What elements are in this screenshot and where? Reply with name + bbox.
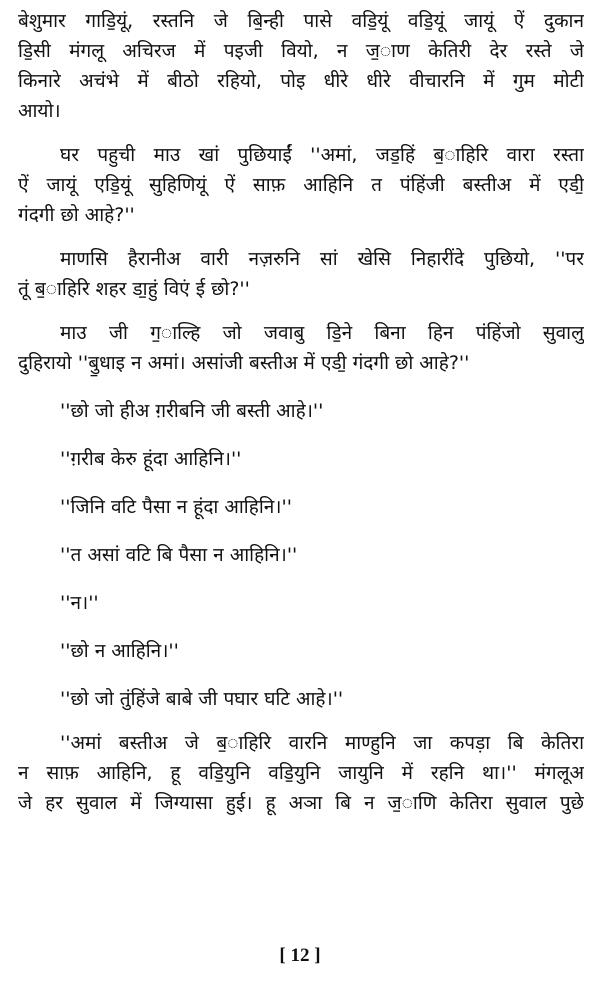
dialogue-line bbox=[18, 540, 584, 570]
text-line: ''अमां बस्तीअ जे ब॒ाहिरि वारनि माण्हुनि जा कपड़ा बि केतिरा bbox=[60, 732, 584, 754]
text-line: माउ जी ग॒ाल्हि जो जवाबु डि॒ने बिना हिन पंहिंजो सुवालु bbox=[60, 322, 584, 344]
paragraph bbox=[18, 728, 584, 818]
page-body bbox=[18, 6, 584, 818]
dialogue-line bbox=[18, 684, 584, 714]
paragraph bbox=[18, 244, 584, 304]
text-line: आयो। bbox=[18, 100, 61, 122]
text-line: घर पहुची माउ खां पुछियाईं ''अमां, जड॒हिं ब॒ाहिरि वारा रस्ता bbox=[60, 144, 584, 166]
text-line: ''ग़रीब केरु हूंदा आहिनि।'' bbox=[60, 448, 242, 470]
text-line: ''जिनि वटि पैसा न हूंदा आहिनि।'' bbox=[60, 496, 292, 518]
page-number: [ 12 ] bbox=[279, 945, 321, 966]
text-line: ऐं जायूं एडि॒यूं सुहिणियूं ऐं साफ़ आहिनि त पंहिंजी बस्तीअ में एडी॒ bbox=[18, 174, 584, 196]
text-line: माणसि हैरानीअ वारी नज़रुनि सां खेसि निहारींदे पुछियो, ''पर bbox=[60, 248, 584, 270]
text-line: न साफ़ आहिनि, हू वडि॒युनि वडि॒युनि जायुनि में रहनि था।'' मंगलूअ bbox=[18, 762, 584, 784]
dialogue-line bbox=[18, 636, 584, 666]
text-line: डि॒सी मंगलू अचिरज में पइजी वियो, न ज॒ाण केतिरी देर रस्ते जे bbox=[18, 40, 584, 62]
paragraph bbox=[18, 140, 584, 230]
text-line: ''त असां वटि बि पैसा न आहिनि।'' bbox=[60, 544, 298, 566]
text-line: किनारे अचंभे में बीठो रहियो, पोइ धीरे धीरे वीचारनि में गुम मोटी bbox=[18, 70, 584, 92]
paragraph bbox=[18, 318, 584, 378]
paragraph bbox=[18, 6, 584, 126]
dialogue-line bbox=[18, 588, 584, 618]
text-line: ''छो जो हीअ ग़रीबनि जी बस्ती आहे।'' bbox=[60, 400, 324, 422]
text-line: गंदगी छो आहे?'' bbox=[18, 204, 135, 226]
text-line: बेशुमार गाडि॒यूं, रस्तनि जे बि॒न्ही पासे वडि॒यूं वडि॒यूं जायूं ऐं दुकान bbox=[18, 10, 584, 32]
dialogue-line bbox=[18, 396, 584, 426]
text-line: ''न।'' bbox=[60, 592, 99, 614]
text-line: ''छो जो तुंहिंजे बाबे जी पघार घटि आहे।'' bbox=[60, 688, 344, 710]
dialogue-line bbox=[18, 444, 584, 474]
text-line: ''छो न आहिनि।'' bbox=[60, 640, 179, 662]
text-line: तूं ब॒ाहिरि शहर डा॒हुं विएं ई छो?'' bbox=[18, 278, 250, 300]
text-line: दुहिरायो ''बु॒धाइ न अमां। असांजी बस्तीअ में एडी॒ गंदगी छो आहे?'' bbox=[18, 352, 470, 374]
text-line: जे हर सुवाल में जिग्यासा हुई। हू अञा बि न ज॒ाणि केतिरा सुवाल पुछे bbox=[18, 792, 584, 814]
dialogue-line bbox=[18, 492, 584, 522]
